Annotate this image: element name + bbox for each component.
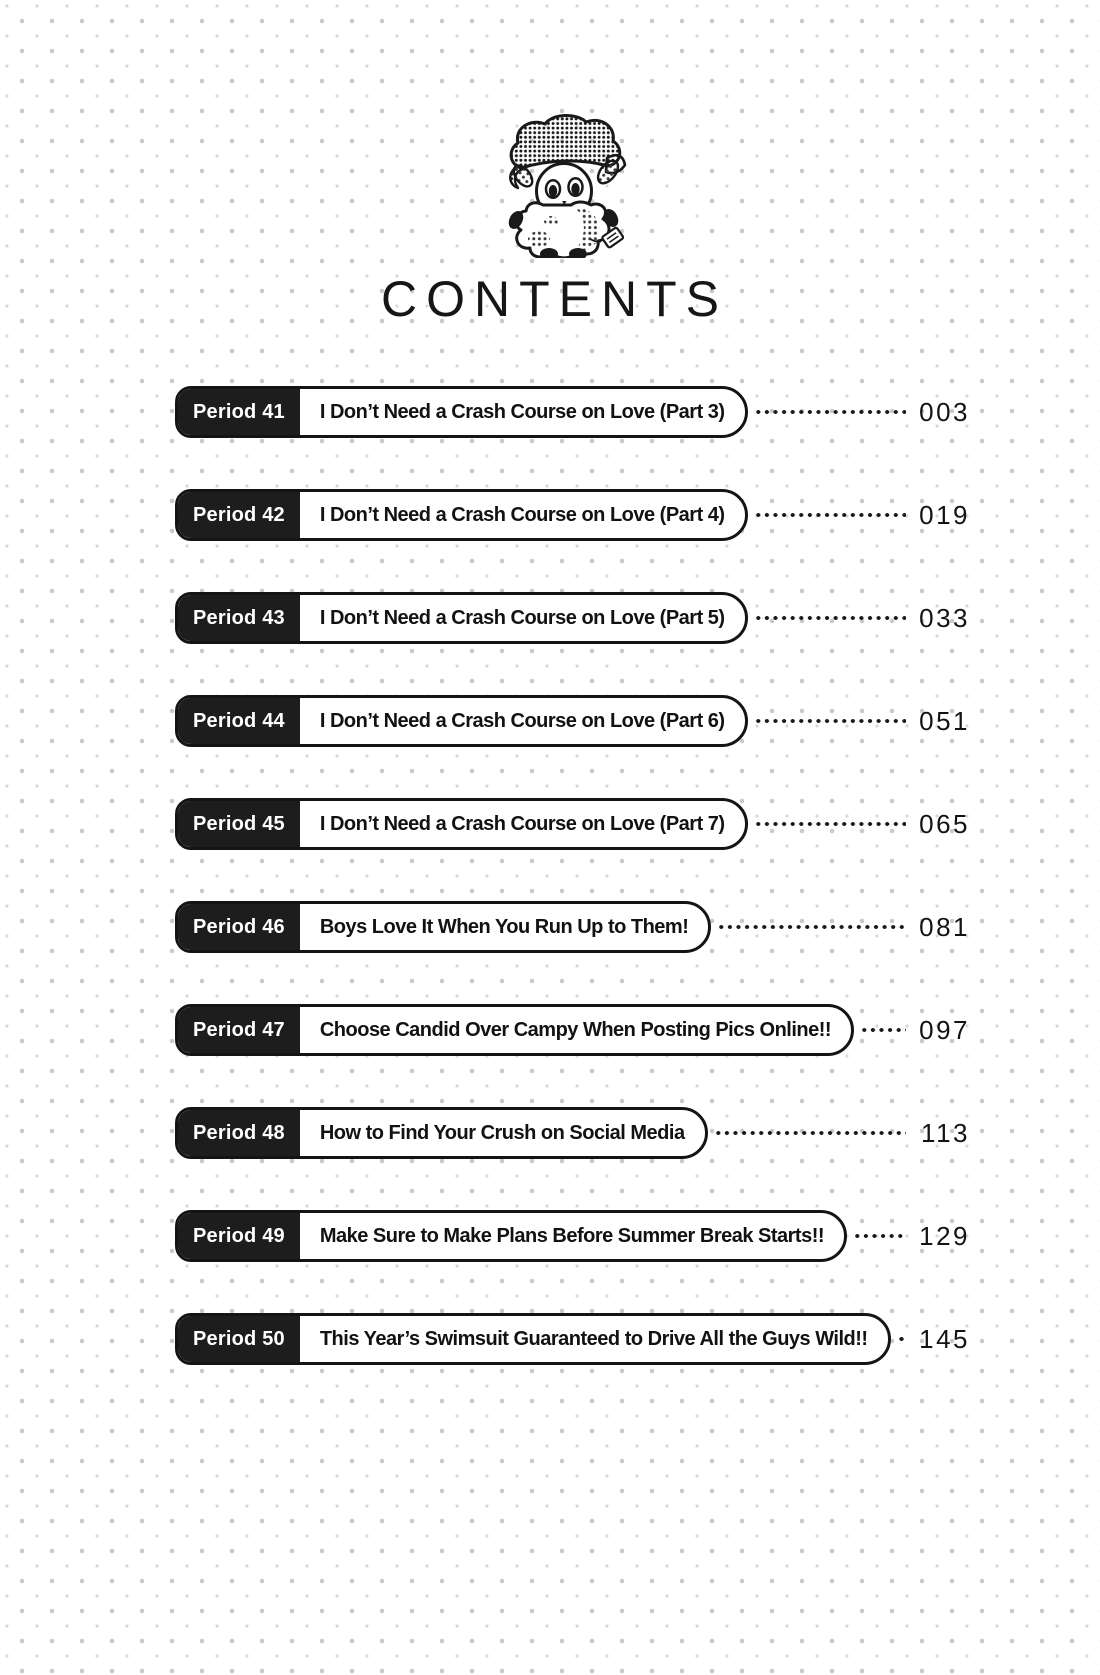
dotted-leader xyxy=(714,1131,906,1136)
toc-entry xyxy=(175,386,968,438)
chapter-title: Boys Love It When You Run Up to Them! xyxy=(319,915,689,938)
page-number: 051 xyxy=(919,705,970,736)
page-number: 019 xyxy=(919,499,970,530)
period-label: Period 41 xyxy=(178,389,300,435)
page-number: 145 xyxy=(919,1323,970,1354)
dotted-leader xyxy=(897,1337,906,1342)
chapter-title: Make Sure to Make Plans Before Summer Break Starts!! xyxy=(319,1224,825,1247)
chapter-title: Choose Candid Over Campy When Posting Pics Online!! xyxy=(319,1018,832,1041)
dotted-leader xyxy=(853,1234,906,1239)
toc-entry xyxy=(175,1004,968,1056)
chapter-title: This Year’s Swimsuit Guaranteed to Drive All the Guys Wild!! xyxy=(319,1327,868,1350)
dotted-leader xyxy=(860,1028,906,1033)
page-number: 129 xyxy=(919,1220,970,1251)
period-label: Period 48 xyxy=(178,1110,300,1156)
page-number: 081 xyxy=(919,911,970,942)
toc-entry-pill xyxy=(175,592,748,644)
toc-entry xyxy=(175,1313,968,1365)
page-title: CONTENTS xyxy=(381,271,728,327)
chapter-title: I Don’t Need a Crash Course on Love (Part 7) xyxy=(319,812,725,835)
toc-entry xyxy=(175,1107,968,1159)
toc-entry-pill xyxy=(175,695,748,747)
page-number: 097 xyxy=(919,1014,970,1045)
contents-page xyxy=(0,108,1100,1675)
toc-entry-pill xyxy=(175,386,748,438)
period-label: Period 50 xyxy=(178,1316,300,1362)
toc-entry xyxy=(175,695,968,747)
chapter-title: I Don’t Need a Crash Course on Love (Part 3) xyxy=(319,400,725,423)
period-label: Period 45 xyxy=(178,801,300,847)
dotted-leader xyxy=(754,410,906,415)
toc-entry-pill xyxy=(175,489,748,541)
table-of-contents xyxy=(175,386,968,1365)
page-number: 065 xyxy=(919,808,970,839)
toc-entry xyxy=(175,592,968,644)
page-number: 113 xyxy=(921,1117,970,1148)
period-label: Period 46 xyxy=(178,904,300,950)
sheep-mascot-icon xyxy=(486,108,638,258)
chapter-title: I Don’t Need a Crash Course on Love (Part 6) xyxy=(319,709,725,732)
chapter-title: I Don’t Need a Crash Course on Love (Part 4) xyxy=(319,503,725,526)
toc-entry-pill xyxy=(175,901,711,953)
dotted-leader xyxy=(754,719,906,724)
toc-entry xyxy=(175,1210,968,1262)
period-label: Period 44 xyxy=(178,698,300,744)
period-label: Period 49 xyxy=(178,1213,300,1259)
period-label: Period 47 xyxy=(178,1007,300,1053)
period-label: Period 43 xyxy=(178,595,300,641)
toc-entry-pill xyxy=(175,1107,708,1159)
toc-entry-pill xyxy=(175,798,748,850)
period-label: Period 42 xyxy=(178,492,300,538)
dotted-leader xyxy=(754,822,906,827)
dotted-leader xyxy=(754,616,906,621)
toc-entry-pill xyxy=(175,1210,847,1262)
chapter-title: How to Find Your Crush on Social Media xyxy=(319,1121,685,1144)
toc-entry xyxy=(175,798,968,850)
page-number: 033 xyxy=(919,602,970,633)
dotted-leader xyxy=(754,513,906,518)
chapter-title: I Don’t Need a Crash Course on Love (Part 5) xyxy=(319,606,725,629)
dotted-leader xyxy=(717,925,906,930)
toc-entry xyxy=(175,489,968,541)
toc-entry xyxy=(175,901,968,953)
toc-entry-pill xyxy=(175,1313,891,1365)
toc-entry-pill xyxy=(175,1004,854,1056)
page-number: 003 xyxy=(919,396,970,427)
